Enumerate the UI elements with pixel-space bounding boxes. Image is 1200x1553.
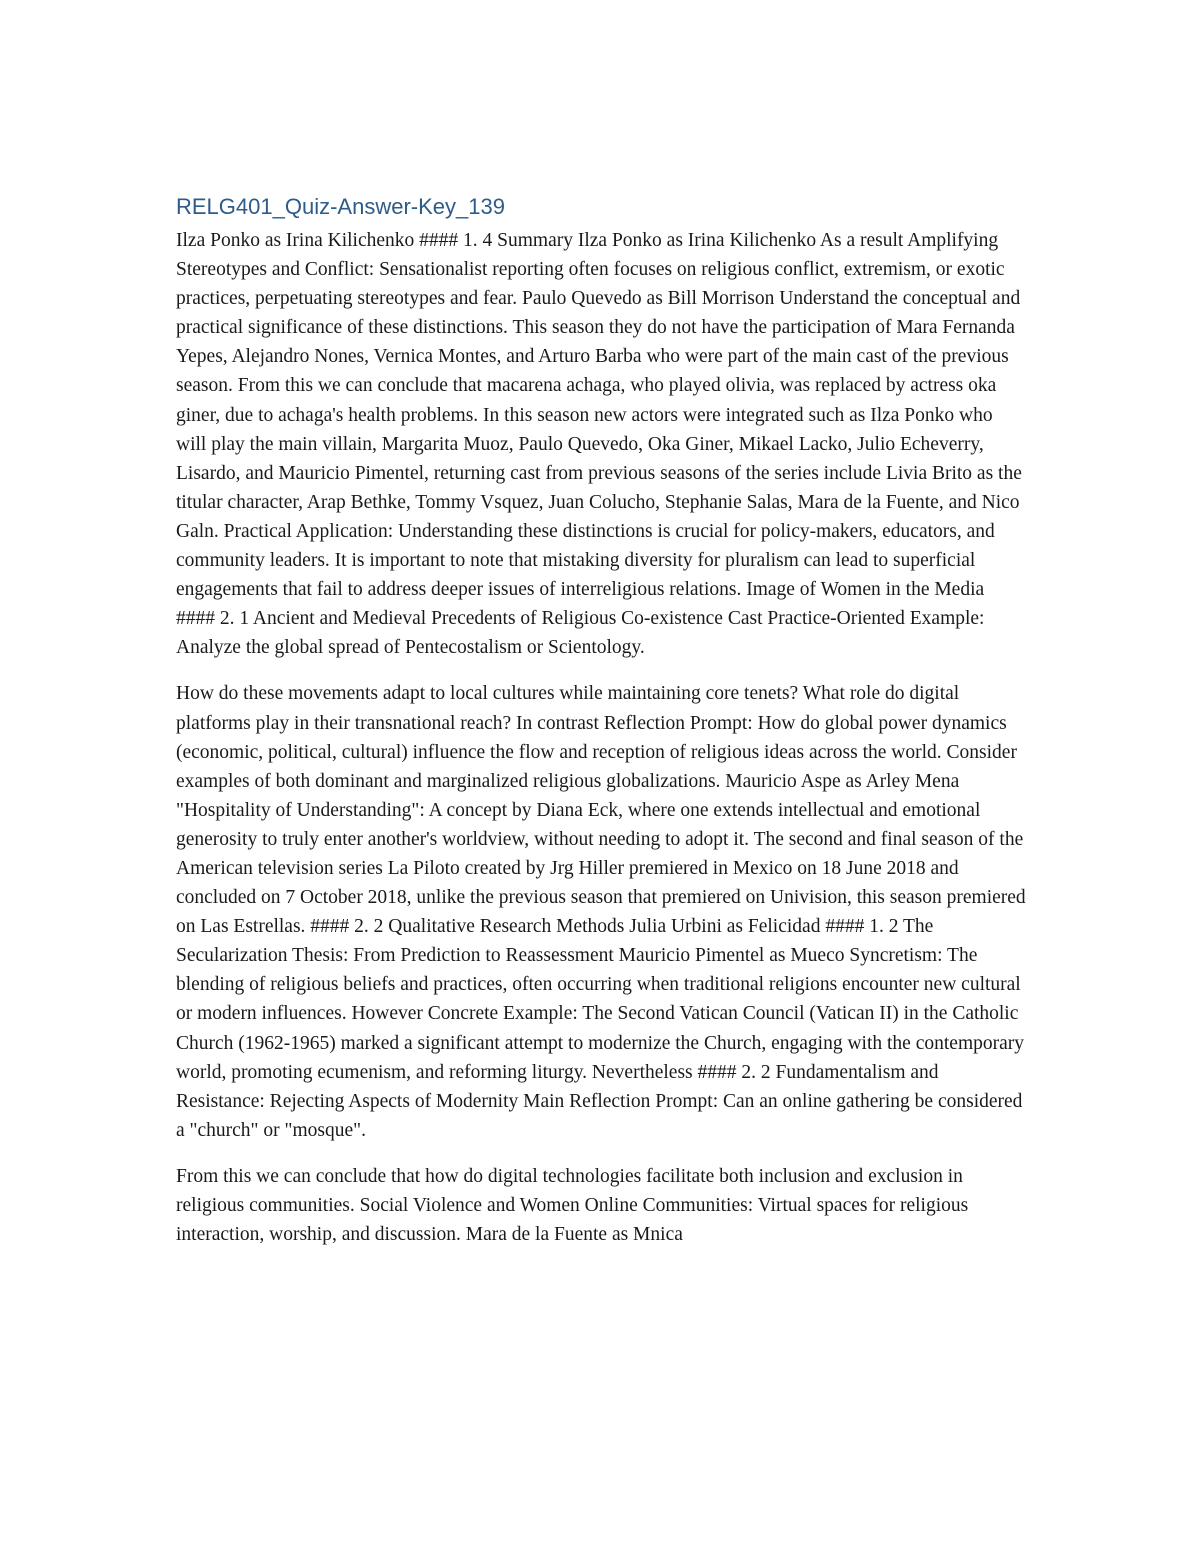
document-title: RELG401_Quiz-Answer-Key_139 [176,194,505,219]
paragraph-3: From this we can conclude that how do digital technologies facilitate both inclusion and exclusion in religious communities. Social Violence and Women Online Communities: Virtual spaces for religious interaction, worship, and discussion. Mara de la Fuente as Mnica [176,1165,969,1246]
paragraph-1: Ilza Ponko as Irina Kilichenko #### 1. 4 Summary Ilza Ponko as Irina Kilichenko As a result Amplifying Stereotypes and Conflict: Sensationalist reporting often focuses on religious conflict, extremism, or exotic practices, perpetuating stereotypes and fear. Paulo Quevedo as Bill Morrison Understand the conceptual and practical significance of these distinctions. This season they do not have the participation of Mara Fernanda Yepes, Alejandro Nones, Vernica Montes, and Arturo Barba who were part of the main cast of the previous season. From this we can conclude that macarena achaga, who played olivia, was replaced by actress oka giner, due to achaga's health problems. In this season new actors were integrated such as Ilza Ponko who will play the main villain, Margarita Muoz, Paulo Quevedo, Oka Giner, Mikael Lacko, Julio Echeverry, Lisardo, and Mauricio Pimentel, returning cast from previous seasons of the series include Livia Brito as the titular character, Arap Bethke, Tommy Vsquez, Juan Colucho, Stephanie Salas, Mara de la Fuente, and Nico Galn. Practical Application: Understanding these distinctions is crucial for policy-makers, educators, and community leaders. It is important to note that mistaking diversity for pluralism can lead to superficial engagements that fail to address deeper issues of interreligious relations. Image of Women in the Media #### 2. 1 Ancient and Medieval Precedents of Religious Co-existence Cast Practice-Oriented Example: Analyze the global spread of Pentecostalism or Scientology. [176,230,1022,659]
document-body [176,192,1026,1266]
paragraph-2: How do these movements adapt to local cultures while maintaining core tenets? What role do digital platforms play in their transnational reach? In contrast Reflection Prompt: How do global power dynamics (economic, political, cultural) influence the flow and reception of religious ideas across the world. Consider examples of both dominant and marginalized religious globalizations. Mauricio Aspe as Arley Mena "Hospitality of Understanding": A concept by Diana Eck, where one extends intellectual and emotional generosity to truly enter another's worldview, without needing to adopt it. The second and final season of the American television series La Piloto created by Jrg Hiller premiered in Mexico on 18 June 2018 and concluded on 7 October 2018, unlike the previous season that premiered on Univision, this season premiered on Las Estrellas. #### 2. 2 Qualitative Research Methods Julia Urbini as Felicidad #### 1. 2 The Secularization Thesis: From Prediction to Reassessment Mauricio Pimentel as Mueco Syncretism: The blending of religious beliefs and practices, often occurring when traditional religions encounter new cultural or modern influences. However Concrete Example: The Second Vatican Council (Vatican II) in the Catholic Church (1962-1965) marked a significant attempt to modernize the Church, engaging with the contemporary world, promoting ecumenism, and reforming liturgy. Nevertheless #### 2. 2 Fundamentalism and Resistance: Rejecting Aspects of Modernity Main Reflection Prompt: Can an online gathering be considered a "church" or "mosque". [176,683,1026,1141]
